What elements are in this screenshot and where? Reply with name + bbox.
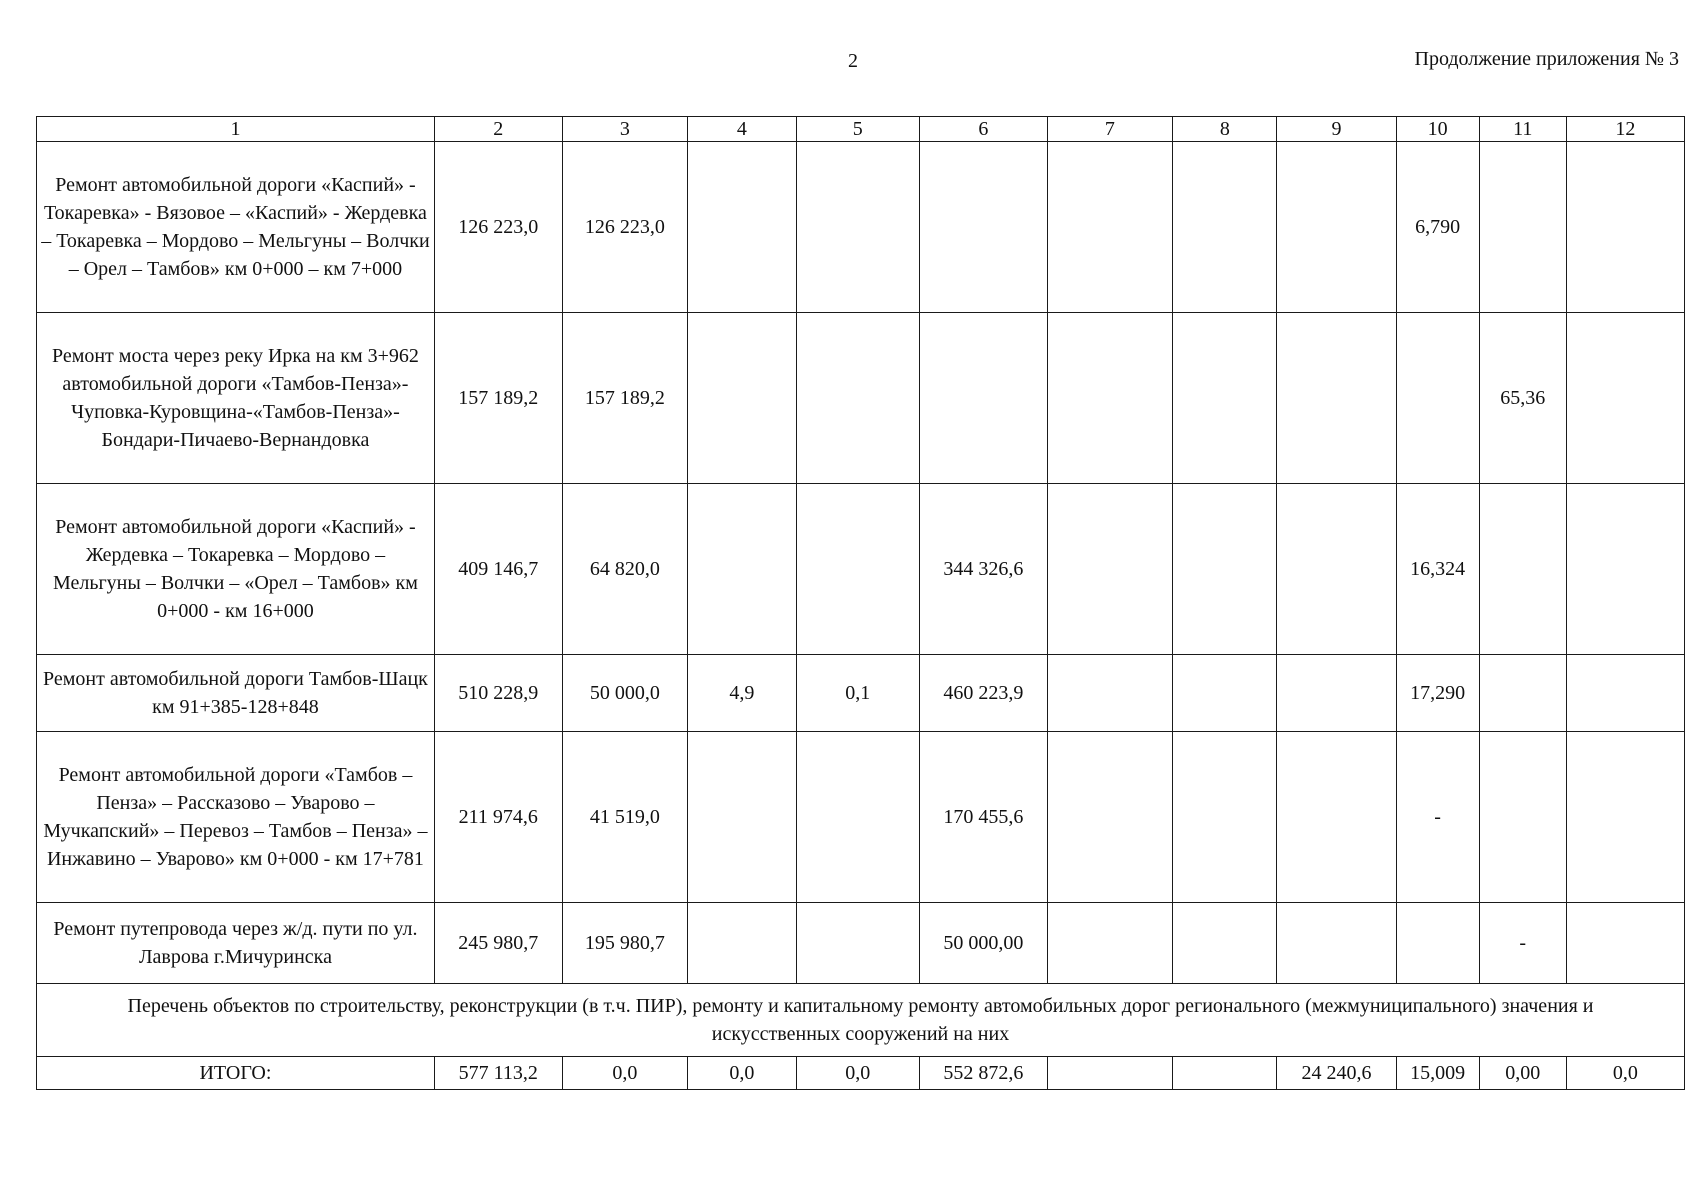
value-cell <box>688 142 797 313</box>
value-cell <box>1277 313 1396 484</box>
table-row <box>37 903 1685 984</box>
value-cell <box>796 142 919 313</box>
table-row <box>37 484 1685 655</box>
appendix-continuation-note: Продолжение приложения № 3 <box>1414 48 1679 70</box>
value-cell <box>1047 655 1173 732</box>
value-cell <box>1173 732 1277 903</box>
total-cell: 0,0 <box>796 1057 919 1090</box>
column-header: 9 <box>1277 117 1396 142</box>
value-cell: 510 228,9 <box>434 655 562 732</box>
value-cell: 4,9 <box>688 655 797 732</box>
object-name-cell: Ремонт автомобильной дороги «Каспий» - Токаревка» - Вязовое – «Каспий» - Жердевка – Токаревка – Мордово – Мельгуны – Волчки – Орел – Тамбов» км 0+000 – км 7+000 <box>37 142 435 313</box>
total-cell: 0,0 <box>688 1057 797 1090</box>
total-cell <box>1047 1057 1173 1090</box>
value-cell <box>920 142 1048 313</box>
value-cell <box>1173 313 1277 484</box>
value-cell: 50 000,00 <box>920 903 1048 984</box>
total-cell <box>1173 1057 1277 1090</box>
column-header: 6 <box>920 117 1048 142</box>
value-cell <box>1047 903 1173 984</box>
value-cell: 0,1 <box>796 655 919 732</box>
value-cell: 64 820,0 <box>562 484 688 655</box>
value-cell <box>1173 903 1277 984</box>
value-cell: 195 980,7 <box>562 903 688 984</box>
total-cell: 0,0 <box>562 1057 688 1090</box>
value-cell <box>1277 142 1396 313</box>
value-cell <box>1396 313 1479 484</box>
value-cell <box>688 313 797 484</box>
value-cell: 211 974,6 <box>434 732 562 903</box>
value-cell <box>1479 142 1566 313</box>
value-cell: - <box>1396 732 1479 903</box>
value-cell <box>1277 655 1396 732</box>
total-cell: 577 113,2 <box>434 1057 562 1090</box>
total-cell: 0,0 <box>1566 1057 1684 1090</box>
table-row <box>37 142 1685 313</box>
value-cell <box>1047 484 1173 655</box>
object-name-cell: Ремонт путепровода через ж/д. пути по ул. Лаврова г.Мичуринска <box>37 903 435 984</box>
value-cell: 126 223,0 <box>434 142 562 313</box>
total-label: ИТОГО: <box>37 1057 435 1090</box>
total-cell: 0,00 <box>1479 1057 1566 1090</box>
value-cell <box>796 903 919 984</box>
column-header: 7 <box>1047 117 1173 142</box>
value-cell: 16,324 <box>1396 484 1479 655</box>
value-cell <box>1047 732 1173 903</box>
total-row <box>37 1057 1685 1090</box>
column-header: 5 <box>796 117 919 142</box>
value-cell: 409 146,7 <box>434 484 562 655</box>
column-header: 4 <box>688 117 797 142</box>
value-cell: 344 326,6 <box>920 484 1048 655</box>
value-cell <box>796 313 919 484</box>
table-row <box>37 655 1685 732</box>
section-title: Перечень объектов по строительству, реконструкции (в т.ч. ПИР), ремонту и капитальному ремонту автомобильных дорог регионального (межмуниципального) значения и искусственных сооружений на них <box>37 984 1685 1057</box>
column-header: 12 <box>1566 117 1684 142</box>
value-cell <box>1566 732 1684 903</box>
value-cell <box>1566 655 1684 732</box>
value-cell <box>920 313 1048 484</box>
column-header: 1 <box>37 117 435 142</box>
objects-table <box>36 116 1685 1090</box>
object-name-cell: Ремонт автомобильной дороги «Тамбов – Пенза» – Рассказово – Уварово – Мучкапский» – Перевоз – Тамбов – Пенза» – Инжавино – Уварово» км 0+000 - км 17+781 <box>37 732 435 903</box>
value-cell <box>1277 484 1396 655</box>
column-header: 3 <box>562 117 688 142</box>
object-name-cell: Ремонт автомобильной дороги «Каспий» - Жердевка – Токаревка – Мордово – Мельгуны – Волчки – «Орел – Тамбов» км 0+000 - км 16+000 <box>37 484 435 655</box>
value-cell: 17,290 <box>1396 655 1479 732</box>
value-cell <box>1173 484 1277 655</box>
value-cell <box>796 484 919 655</box>
page-number: 2 <box>848 50 858 72</box>
value-cell <box>1479 655 1566 732</box>
table-row <box>37 732 1685 903</box>
value-cell: 41 519,0 <box>562 732 688 903</box>
value-cell: 460 223,9 <box>920 655 1048 732</box>
value-cell <box>1277 732 1396 903</box>
object-name-cell: Ремонт автомобильной дороги Тамбов-Шацк км 91+385-128+848 <box>37 655 435 732</box>
value-cell: - <box>1479 903 1566 984</box>
value-cell <box>1566 903 1684 984</box>
column-header: 10 <box>1396 117 1479 142</box>
value-cell <box>1047 142 1173 313</box>
value-cell: 65,36 <box>1479 313 1566 484</box>
column-number-row <box>37 117 1685 142</box>
value-cell <box>1173 655 1277 732</box>
total-cell: 15,009 <box>1396 1057 1479 1090</box>
value-cell <box>1277 903 1396 984</box>
column-header: 11 <box>1479 117 1566 142</box>
value-cell <box>1479 732 1566 903</box>
value-cell <box>688 903 797 984</box>
value-cell <box>1566 313 1684 484</box>
value-cell: 6,790 <box>1396 142 1479 313</box>
value-cell: 157 189,2 <box>562 313 688 484</box>
value-cell: 170 455,6 <box>920 732 1048 903</box>
value-cell <box>1047 313 1173 484</box>
total-cell: 552 872,6 <box>920 1057 1048 1090</box>
total-cell: 24 240,6 <box>1277 1057 1396 1090</box>
table-row <box>37 313 1685 484</box>
value-cell <box>1566 142 1684 313</box>
section-heading-row <box>37 984 1685 1057</box>
value-cell <box>796 732 919 903</box>
column-header: 2 <box>434 117 562 142</box>
value-cell: 157 189,2 <box>434 313 562 484</box>
value-cell <box>688 484 797 655</box>
value-cell: 245 980,7 <box>434 903 562 984</box>
value-cell: 126 223,0 <box>562 142 688 313</box>
column-header: 8 <box>1173 117 1277 142</box>
object-name-cell: Ремонт моста через реку Ирка на км 3+962 автомобильной дороги «Тамбов-Пенза»-Чуповка-Куровщина-«Тамбов-Пенза»-Бондари-Пичаево-Вернандовка <box>37 313 435 484</box>
value-cell: 50 000,0 <box>562 655 688 732</box>
value-cell <box>1396 903 1479 984</box>
value-cell <box>688 732 797 903</box>
value-cell <box>1566 484 1684 655</box>
value-cell <box>1479 484 1566 655</box>
value-cell <box>1173 142 1277 313</box>
